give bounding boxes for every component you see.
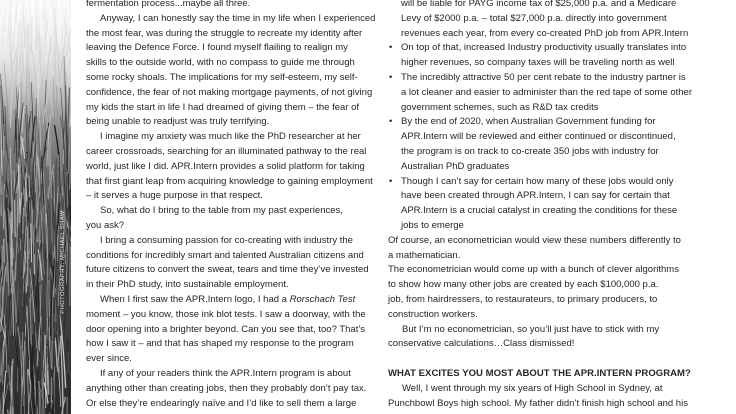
text-line: being unable to readjust was truly terrifying. — [86, 116, 270, 128]
text-line: the most fear, was during the struggle to recreate my identity after — [86, 27, 363, 39]
paragraph — [388, 234, 706, 264]
text-line: I bring a consuming passion for co-creating with industry the — [100, 234, 353, 246]
text-line: how I saw it – and that has shaped my response to the program — [86, 338, 354, 350]
text-line: Well, I went through my six years of High School in Sydney, at — [402, 382, 663, 394]
paragraph — [388, 323, 706, 353]
text-segment: By the end of 2020, when Australian Government funding for — [401, 116, 656, 128]
text-line: you ask? — [86, 219, 125, 231]
bullet-item — [388, 115, 706, 174]
text-line: skills to the outside world, with no compass to guide me through — [86, 57, 355, 69]
bullet-marker: • — [389, 116, 393, 128]
section-heading: WHAT EXCITES YOU MOST ABOUT THE APR.INTERN PROGRAM? — [388, 367, 691, 379]
text-line — [388, 175, 706, 190]
bullet-item — [388, 175, 706, 234]
text-line: Punchbowl Boys high school. My father didn’t finish high school and his — [388, 397, 688, 409]
text-line: a mathematician. — [388, 249, 461, 261]
photo-credit: PHOTOGRAPHY: MICHAEL SHAW — [60, 210, 66, 314]
text-line: confidence, the fear of not making mortgage payments, of not giving — [86, 86, 373, 98]
paragraph — [86, 234, 376, 293]
text-line: – it serves a huge purpose in that respect. — [86, 190, 263, 202]
text-line — [388, 115, 706, 130]
paragraph — [86, 293, 376, 367]
text-line: world, just like I did. APR.Intern provides a solid platform for taking — [86, 160, 365, 172]
bullet-item — [388, 0, 706, 41]
emphasis-text: Rorschach Test — [289, 293, 356, 305]
text-line: in their PhD study, into sustainable employment. — [86, 279, 289, 291]
text-line: the program is on track to co-create 350 jobs with industry for — [401, 145, 659, 157]
text-line — [388, 41, 706, 56]
text-line: will be liable for PAYG income tax of $25,000 p.a. and a Medicare — [401, 0, 677, 9]
text-line: Anyway, I can honestly say the time in my life when I experienced — [100, 12, 376, 24]
text-line: Australian PhD graduates — [401, 160, 510, 172]
text-line: jobs to emerge — [401, 219, 464, 231]
text-line: APR.Intern is a crucial catalyst in creating the conditions for these — [401, 205, 678, 217]
text-line: anything other than creating jobs, then they probably don’t pay tax. — [86, 382, 367, 394]
text-line: So, what do I bring to the table from my past experiences, — [100, 205, 343, 217]
left-column — [86, 0, 376, 411]
text-line: some rocky shoals. The implications for my self-esteem, my self- — [86, 71, 358, 83]
bullet-item — [388, 71, 706, 115]
text-segment: When I first saw the APR.Intern logo, I had a — [100, 293, 287, 305]
text-line: that first giant leap from acquiring knowledge to gaining employment — [86, 175, 373, 187]
text-line: ever since. — [86, 353, 132, 365]
paragraph — [86, 0, 376, 12]
paragraph — [86, 130, 376, 204]
text-line: If any of your readers think the APR.Intern program is about — [100, 367, 351, 379]
text-segment: The incredibly attractive 50 per cent rebate to the industry partner is — [401, 71, 686, 83]
text-line: Or else they’re endearingly naïve and I’d like to sell them a large — [86, 397, 357, 409]
bullet-item — [388, 41, 706, 71]
text-line: higher revenues, so company taxes will be traveling north as well — [401, 57, 675, 69]
text-line: moment – you know, those ink blot tests. I saw a doorway, with the — [86, 308, 366, 320]
text-segment: Though I can’t say for certain how many of these jobs would only — [401, 175, 674, 187]
text-line: door opening into a brighter beyond. Can you see that, too? That’s — [86, 323, 366, 335]
text-line: have been created through APR.Intern, I can say for certain that — [401, 190, 670, 202]
text-line: career crossroads, searching for an illuminated pathway to the real — [86, 145, 367, 157]
bullet-list — [388, 0, 706, 234]
paragraph — [86, 367, 376, 411]
paragraph — [388, 263, 706, 322]
text-line: future citizens to convert the sweat, tears and time they’ve invested — [86, 264, 369, 276]
text-line: leaving the Defence Force. I found myself flailing to realign my — [86, 42, 348, 54]
text-line: Levy of $2000 p.a. – total $27,000 p.a. directly into government — [401, 12, 667, 24]
bullet-marker: • — [389, 71, 393, 83]
text-line — [388, 71, 706, 86]
bullet-marker: • — [389, 42, 393, 54]
text-line: But I’m no econometrician, so you’ll just have to stick with my — [402, 323, 660, 335]
text-line: I imagine my anxiety was much like the PhD researcher at her — [100, 131, 361, 143]
paragraph — [86, 12, 376, 130]
text-line: fermentation process...maybe all three. — [86, 0, 251, 9]
paragraph — [388, 382, 706, 412]
section-spacer — [388, 352, 706, 367]
text-line: job, from hairdressers, to restaurateurs, to primary producers, to — [388, 293, 658, 305]
text-line: government schemes, such as R&D tax credits — [401, 101, 599, 113]
text-line: construction workers. — [388, 308, 478, 320]
text-line: a lot cleaner and easier to administer than the red tape of some other — [401, 86, 692, 98]
paragraph — [86, 204, 376, 234]
text-line: conservative calculations…Class dismissed! — [388, 338, 575, 350]
text-line: Of course, an econometrician would view these numbers differently to — [388, 234, 681, 246]
text-line: APR.Intern will be reviewed and either continued or discontinued, — [401, 131, 676, 143]
text-line: The econometrician would come up with a bunch of clever algorithms — [388, 264, 679, 276]
text-line: conditions for incredibly smart and talented Australian citizens and — [86, 249, 364, 261]
text-line — [86, 293, 376, 308]
text-line: to show how many other jobs are created by each $100,000 p.a. — [388, 279, 659, 291]
bullet-marker: • — [389, 175, 393, 187]
right-column — [388, 0, 706, 411]
text-line: my kids the start in life I had dreamed of giving them – the fear of — [86, 101, 359, 113]
text-segment: On top of that, increased Industry productivity usually translates into — [401, 42, 687, 54]
text-line: revenues each year, from every co-created PhD job from APR.Intern — [401, 27, 689, 39]
